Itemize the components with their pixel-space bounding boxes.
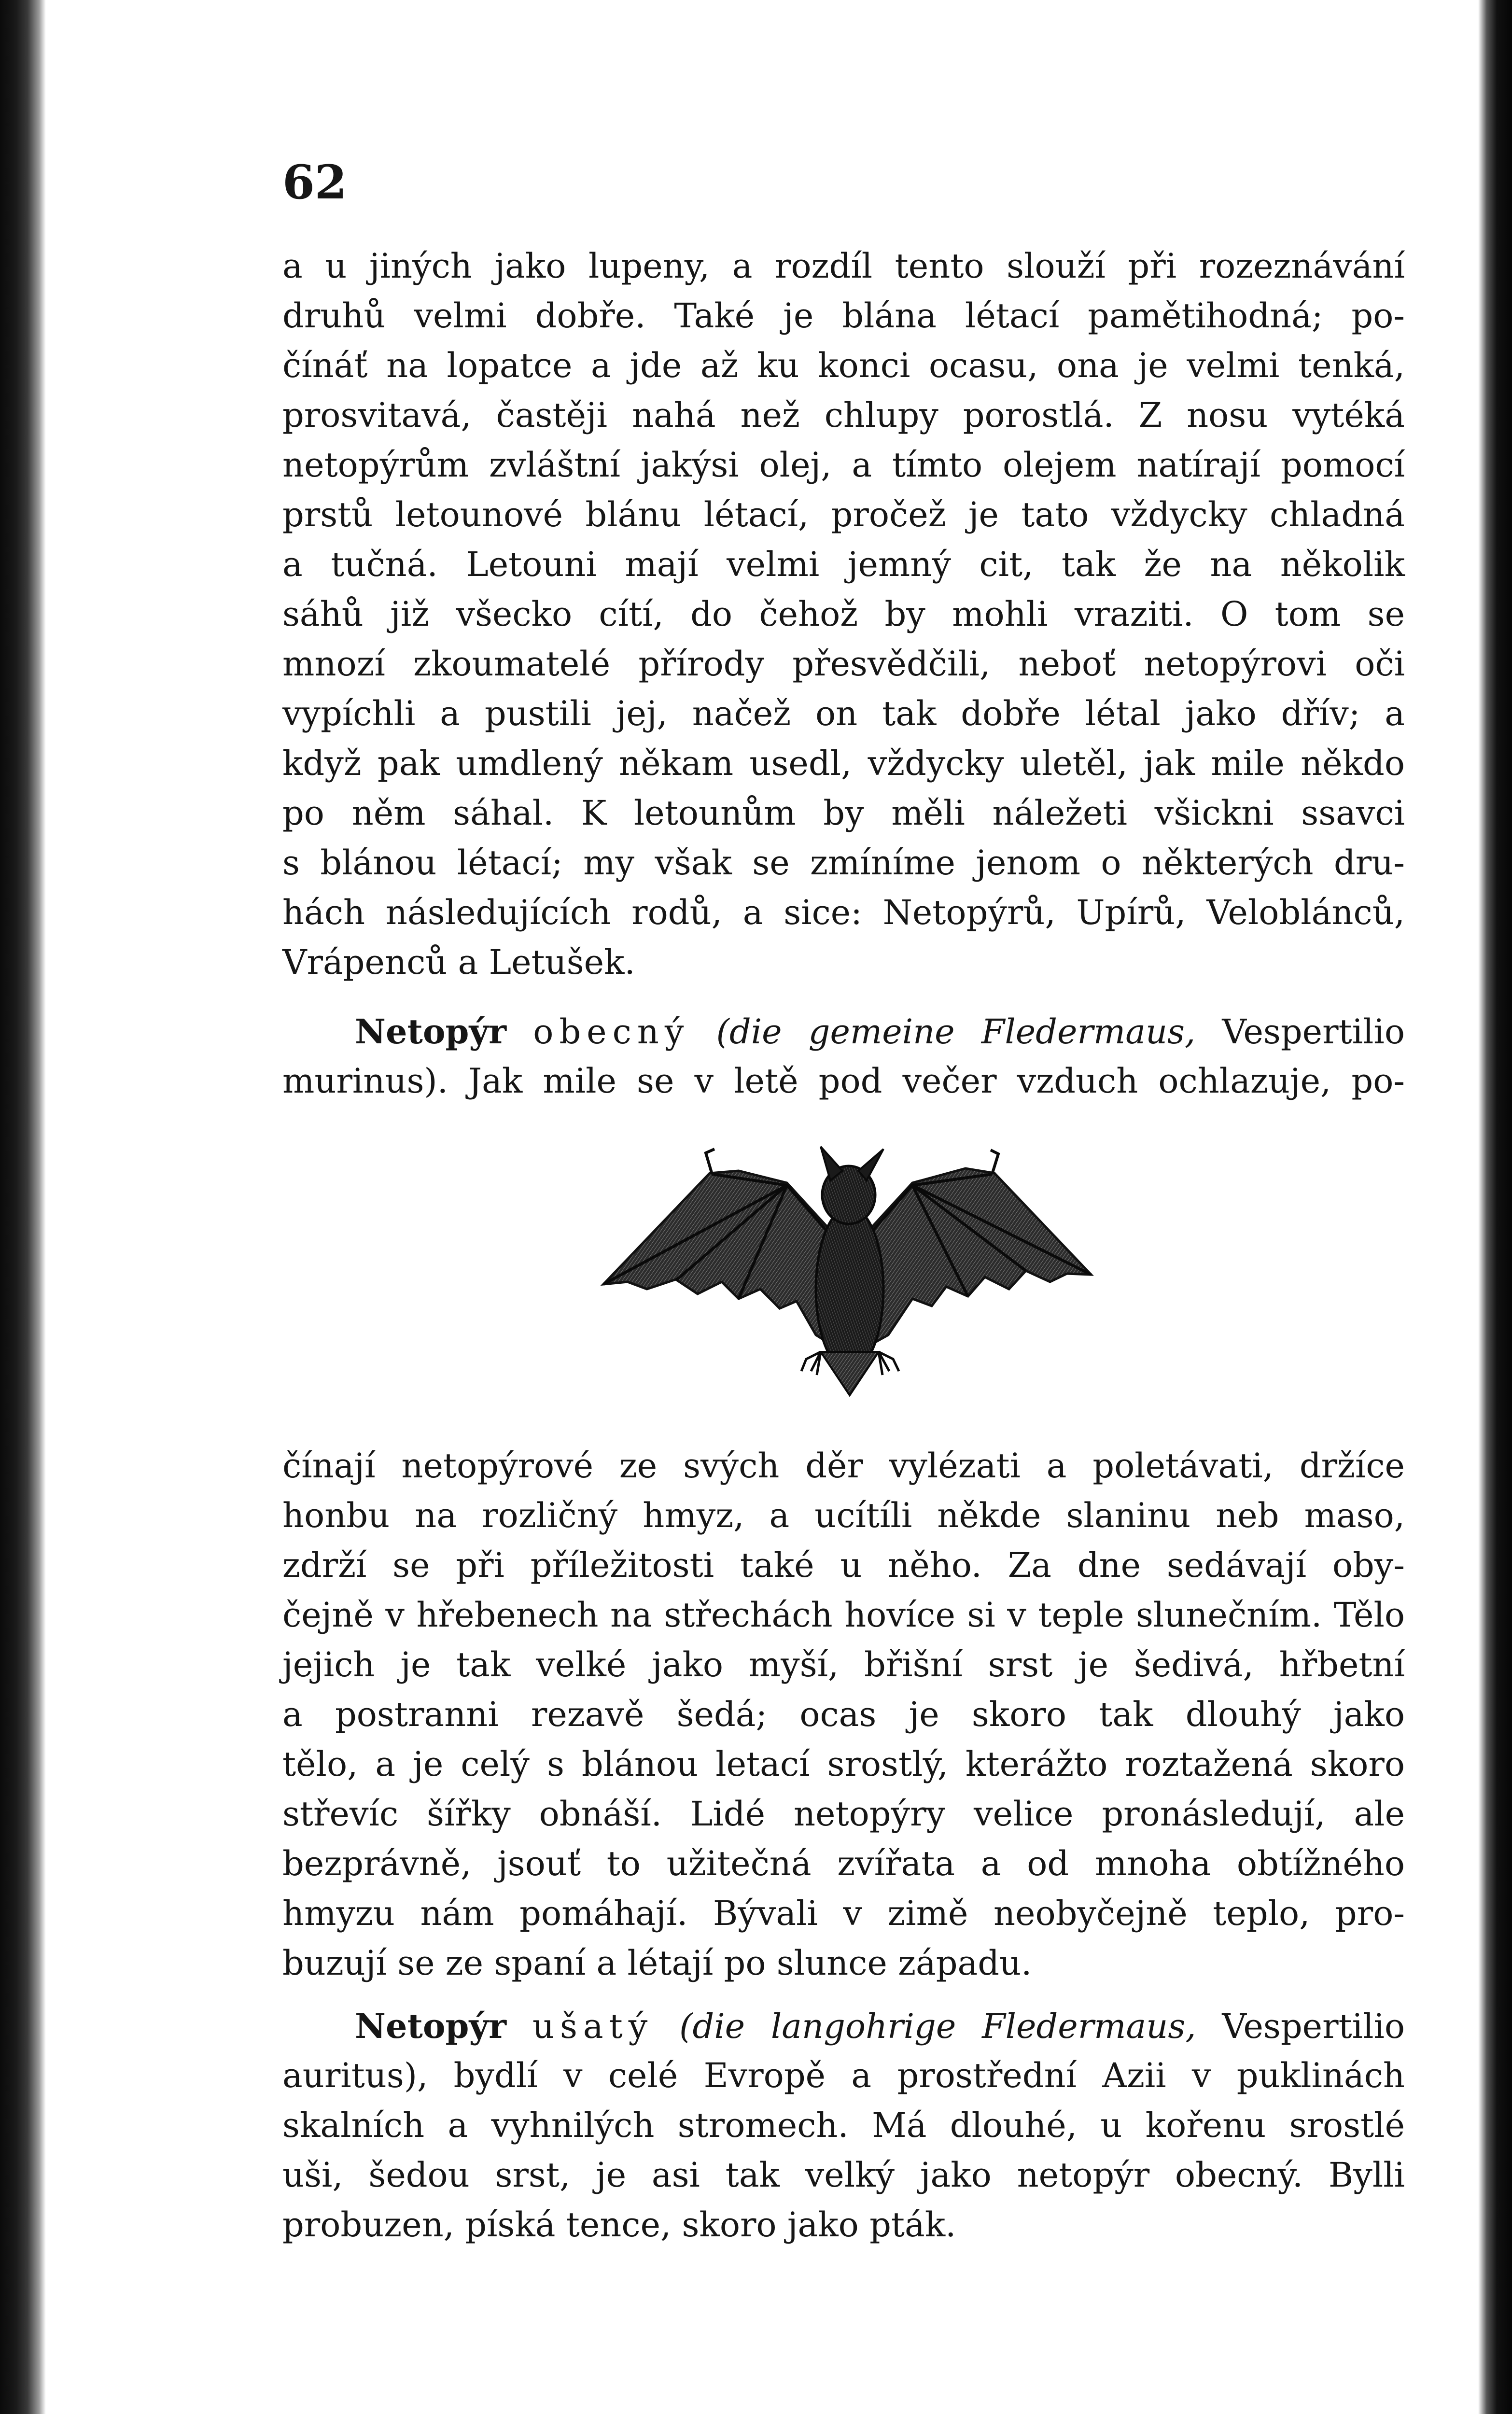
- text-line: probuzen, píská tence, skoro jako pták.: [282, 2205, 956, 2245]
- text-line: druhů velmi dobře. Také je blána létací pamětihodná; po-: [282, 296, 1405, 336]
- text-line: zdrží se při příležitosti také u něho. Za dne sedávají oby-: [282, 1545, 1405, 1585]
- text-line: s blánou létací; my však se zmíníme jenom o některých dru-: [282, 843, 1405, 883]
- text-line: netopýrům zvláštní jakýsi olej, a tímto olejem natírají pomocí: [282, 445, 1405, 485]
- text-line: murinus). Jak mile se v letě pod večer vzduch ochlazuje, po-: [282, 1061, 1405, 1101]
- paragraph-species-2: [282, 2001, 1405, 2250]
- paragraph-species-1-heading: [282, 1007, 1405, 1106]
- text-line: když pak umdlený někam usedl, vždycky uletěl, jak mile někdo: [282, 744, 1405, 783]
- species-2-title-line: [282, 2001, 1405, 2051]
- left-wing: [603, 1171, 840, 1347]
- scan-edge-left: [0, 0, 46, 2414]
- tail-membrane: [821, 1352, 879, 1395]
- species-1-german-name: (die gemeine Fledermaus,: [716, 1012, 1196, 1052]
- text-line: čínáť na lopatce a jde až ku konci ocasu, ona je velmi tenká,: [282, 346, 1405, 385]
- text-line: auritus), bydlí v celé Evropě a prostřední Azii v puklinách: [282, 2056, 1405, 2095]
- text-line: skalních a vyhnilých stromech. Má dlouhé, u kořenu srostlé: [282, 2105, 1405, 2145]
- text-line: prstů letounové blánu létací, pročež je tato vždycky chladná: [282, 495, 1405, 534]
- species-1-title-line: [282, 1007, 1405, 1056]
- paragraph-intro: [282, 241, 1405, 987]
- species-1-name: Netopýr: [355, 1011, 507, 1052]
- text-line: čejně v hřebenech na střechách hovíce si v teple slunečním. Tělo: [282, 1595, 1405, 1635]
- text-line: a u jiných jako lupeny, a rozdíl tento slouží při rozeznávání: [282, 246, 1405, 286]
- text-line: prosvitavá, častěji nahá než chlupy porostlá. Z nosu vytéká: [282, 395, 1405, 435]
- text-line: střevíc šířky obnáší. Lidé netopýry velice pronásledují, ale: [282, 1794, 1405, 1834]
- text-line: hách následujících rodů, a sice: Netopýrů, Upírů, Veloblánců,: [282, 893, 1405, 932]
- text-line: honbu na rozličný hmyz, a ucítíli někde slaninu neb maso,: [282, 1496, 1405, 1535]
- species-2-latin-genus: Vespertilio: [1222, 2007, 1405, 2046]
- text-line: uši, šedou srst, je asi tak velký jako netopýr obecný. Bylli: [282, 2155, 1405, 2195]
- text-line: po něm sáhal. K letounům by měli náležeti všickni ssavci: [282, 793, 1405, 833]
- text-line: a tučná. Letouni mají velmi jemný cit, tak že na několik: [282, 545, 1405, 584]
- species-1-latin-genus: Vespertilio: [1222, 1012, 1405, 1052]
- text-line: jejich je tak velké jako myší, břišní srst je šedivá, hřbetní: [282, 1645, 1405, 1684]
- text-line: a postranni rezavě šedá; ocas je skoro tak dlouhý jako: [282, 1695, 1405, 1734]
- species-1-epithet: obecný: [533, 1012, 690, 1052]
- text-line: sáhů již všecko cítí, do čehož by mohli vraziti. O tom se: [282, 594, 1405, 634]
- text-line: bezprávně, jsouť to užitečná zvířata a od mnoha obtížného: [282, 1844, 1405, 1883]
- bat-body: [816, 1207, 883, 1371]
- species-2-epithet: ušatý: [532, 2007, 654, 2046]
- text-line: vypíchli a pustili jej, načež on tak dobře létal jako dřív; a: [282, 694, 1405, 733]
- text-line: Vrápenců a Letušek.: [282, 942, 635, 982]
- text-line: mnozí zkoumatelé přírody přesvědčili, neboť netopýrovi oči: [282, 644, 1405, 684]
- text-line: hmyzu nám pomáhají. Bývali v zimě neobyčejně teplo, pro-: [282, 1894, 1405, 1933]
- page-number: 62: [282, 155, 347, 210]
- scan-edge-right: [1478, 0, 1512, 2414]
- text-line: buzují se ze spaní a létají po slunce západu.: [282, 1943, 1032, 1983]
- text-line: čínají netopýrové ze svých děr vylézati a poletávati, držíce: [282, 1446, 1405, 1486]
- species-2-name: Netopýr: [355, 2006, 507, 2046]
- paragraph-species-1-description: [282, 1441, 1405, 1988]
- species-2-german-name: (die langohrige Fledermaus,: [679, 2007, 1196, 2046]
- text-line: tělo, a je celý s blánou letací srostlý, kterážto roztažená skoro: [282, 1744, 1405, 1784]
- bat-illustration: [594, 1144, 1106, 1415]
